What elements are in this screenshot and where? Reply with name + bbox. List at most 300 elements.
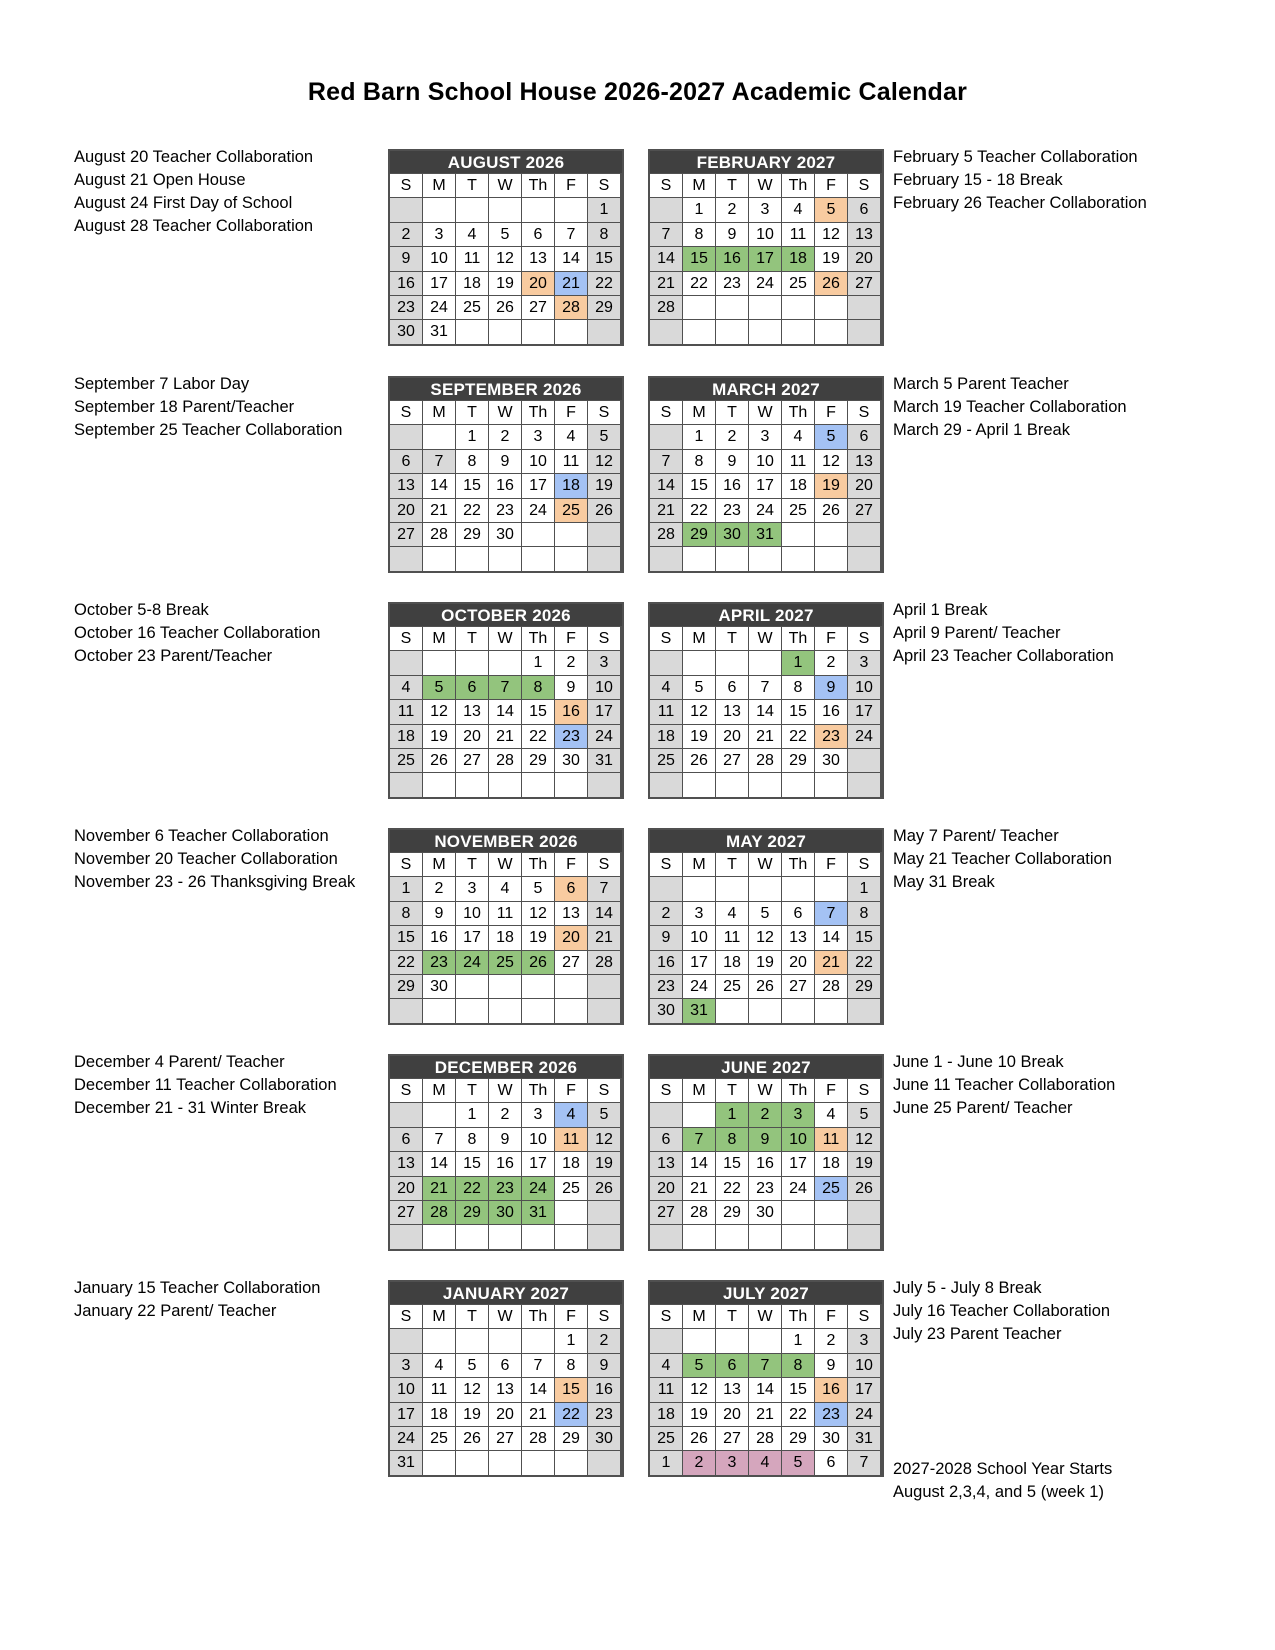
weekday-header: T bbox=[716, 627, 748, 650]
day-cell: 5 bbox=[782, 1451, 814, 1474]
day-cell: 17 bbox=[848, 700, 880, 723]
empty-day-cell bbox=[782, 1201, 814, 1224]
day-cell: 6 bbox=[456, 676, 488, 699]
day-cell: 30 bbox=[390, 320, 422, 343]
day-cell: 8 bbox=[456, 450, 488, 473]
day-cell: 11 bbox=[423, 1378, 455, 1401]
day-cell: 5 bbox=[588, 425, 620, 448]
day-cell: 26 bbox=[683, 1427, 715, 1450]
weekday-header: Th bbox=[522, 627, 554, 650]
day-cell: 31 bbox=[848, 1427, 880, 1450]
day-cell: 22 bbox=[588, 272, 620, 295]
day-cell: 15 bbox=[456, 474, 488, 497]
day-cell: 1 bbox=[555, 1329, 587, 1352]
day-cell: 14 bbox=[555, 247, 587, 270]
empty-day-cell bbox=[749, 320, 781, 343]
empty-day-cell bbox=[555, 523, 587, 546]
day-cell: 24 bbox=[456, 951, 488, 974]
day-cell: 5 bbox=[489, 223, 521, 246]
note-line: June 1 - June 10 Break bbox=[893, 1053, 1064, 1071]
day-cell: 15 bbox=[782, 1378, 814, 1401]
day-cell: 15 bbox=[683, 247, 715, 270]
weekday-header: M bbox=[423, 1305, 455, 1328]
day-cell: 24 bbox=[522, 1177, 554, 1200]
day-cell: 10 bbox=[782, 1128, 814, 1151]
day-cell: 15 bbox=[782, 700, 814, 723]
day-cell: 4 bbox=[456, 223, 488, 246]
weekday-header: M bbox=[423, 174, 455, 197]
day-cell: 22 bbox=[390, 951, 422, 974]
day-cell: 18 bbox=[782, 474, 814, 497]
calendar-december-2026 bbox=[388, 1054, 624, 1251]
day-cell: 23 bbox=[489, 499, 521, 522]
empty-day-cell bbox=[489, 651, 521, 674]
empty-day-cell bbox=[555, 1225, 587, 1248]
day-cell: 27 bbox=[848, 272, 880, 295]
day-cell: 12 bbox=[423, 700, 455, 723]
note-line: August 2,3,4, and 5 (week 1) bbox=[893, 1483, 1104, 1501]
weekday-header: M bbox=[683, 627, 715, 650]
day-cell: 3 bbox=[749, 425, 781, 448]
weekday-header: W bbox=[489, 401, 521, 424]
day-cell: 15 bbox=[588, 247, 620, 270]
calendar-november-2026 bbox=[388, 828, 624, 1025]
day-cell: 16 bbox=[555, 700, 587, 723]
month-title: NOVEMBER 2026 bbox=[390, 830, 622, 852]
empty-day-cell bbox=[522, 198, 554, 221]
empty-day-cell bbox=[588, 320, 620, 343]
day-cell: 20 bbox=[848, 247, 880, 270]
day-cell: 22 bbox=[683, 499, 715, 522]
empty-day-cell bbox=[650, 1329, 682, 1352]
day-cell: 26 bbox=[749, 975, 781, 998]
day-cell: 23 bbox=[716, 272, 748, 295]
day-cell: 23 bbox=[390, 296, 422, 319]
day-cell: 2 bbox=[555, 651, 587, 674]
day-cell: 17 bbox=[848, 1378, 880, 1401]
day-cell: 23 bbox=[489, 1177, 521, 1200]
empty-day-cell bbox=[489, 1225, 521, 1248]
day-cell: 31 bbox=[588, 749, 620, 772]
day-cell: 9 bbox=[650, 926, 682, 949]
day-cell: 16 bbox=[815, 1378, 847, 1401]
empty-day-cell bbox=[815, 877, 847, 900]
weekday-header: M bbox=[423, 1079, 455, 1102]
empty-day-cell bbox=[522, 773, 554, 796]
weekday-header: F bbox=[815, 853, 847, 876]
day-cell: 23 bbox=[716, 499, 748, 522]
empty-day-cell bbox=[716, 296, 748, 319]
day-cell: 3 bbox=[749, 198, 781, 221]
note-line: November 6 Teacher Collaboration bbox=[74, 827, 329, 845]
day-cell: 6 bbox=[716, 676, 748, 699]
weekday-header: Th bbox=[522, 174, 554, 197]
day-cell: 11 bbox=[456, 247, 488, 270]
day-cell: 20 bbox=[489, 1403, 521, 1426]
weekday-header: S bbox=[650, 1079, 682, 1102]
weekday-header: W bbox=[749, 1305, 781, 1328]
empty-day-cell bbox=[390, 1329, 422, 1352]
month-grid bbox=[390, 626, 622, 797]
day-cell: 21 bbox=[650, 499, 682, 522]
day-cell: 18 bbox=[650, 1403, 682, 1426]
day-cell: 2 bbox=[489, 425, 521, 448]
empty-day-cell bbox=[456, 547, 488, 570]
day-cell: 26 bbox=[815, 272, 847, 295]
day-cell: 19 bbox=[749, 951, 781, 974]
day-cell: 14 bbox=[749, 700, 781, 723]
empty-day-cell bbox=[683, 877, 715, 900]
empty-day-cell bbox=[423, 1329, 455, 1352]
weekday-header: M bbox=[683, 401, 715, 424]
weekday-header: Th bbox=[782, 1305, 814, 1328]
month-title: APRIL 2027 bbox=[650, 604, 882, 626]
day-cell: 8 bbox=[588, 223, 620, 246]
day-cell: 30 bbox=[815, 749, 847, 772]
day-cell: 3 bbox=[848, 1329, 880, 1352]
weekday-header: F bbox=[555, 627, 587, 650]
empty-day-cell bbox=[683, 1103, 715, 1126]
weekday-header: T bbox=[456, 627, 488, 650]
empty-day-cell bbox=[782, 999, 814, 1022]
day-cell: 29 bbox=[716, 1201, 748, 1224]
day-cell: 21 bbox=[588, 926, 620, 949]
empty-day-cell bbox=[848, 1201, 880, 1224]
day-cell: 2 bbox=[716, 425, 748, 448]
day-cell: 5 bbox=[683, 676, 715, 699]
day-cell: 2 bbox=[390, 223, 422, 246]
day-cell: 6 bbox=[650, 1128, 682, 1151]
day-cell: 7 bbox=[848, 1451, 880, 1474]
calendar-april-2027 bbox=[648, 602, 884, 799]
day-cell: 7 bbox=[683, 1128, 715, 1151]
day-cell: 11 bbox=[782, 450, 814, 473]
day-cell: 15 bbox=[683, 474, 715, 497]
empty-day-cell bbox=[423, 1451, 455, 1474]
empty-day-cell bbox=[782, 320, 814, 343]
empty-day-cell bbox=[650, 1103, 682, 1126]
note-line: April 9 Parent/ Teacher bbox=[893, 624, 1061, 642]
empty-day-cell bbox=[522, 1225, 554, 1248]
day-cell: 14 bbox=[815, 926, 847, 949]
day-cell: 21 bbox=[815, 951, 847, 974]
day-cell: 27 bbox=[782, 975, 814, 998]
calendar-february-2027 bbox=[648, 149, 884, 346]
empty-day-cell bbox=[588, 547, 620, 570]
day-cell: 10 bbox=[683, 926, 715, 949]
empty-day-cell bbox=[489, 320, 521, 343]
day-cell: 11 bbox=[650, 1378, 682, 1401]
note-line: July 5 - July 8 Break bbox=[893, 1279, 1042, 1297]
empty-day-cell bbox=[489, 1329, 521, 1352]
day-cell: 29 bbox=[390, 975, 422, 998]
day-cell: 5 bbox=[749, 902, 781, 925]
day-cell: 16 bbox=[588, 1378, 620, 1401]
calendar-january-2027 bbox=[388, 1280, 624, 1477]
empty-day-cell bbox=[522, 320, 554, 343]
empty-day-cell bbox=[555, 1201, 587, 1224]
day-cell: 25 bbox=[423, 1427, 455, 1450]
month-grid bbox=[650, 400, 882, 571]
day-cell: 11 bbox=[555, 450, 587, 473]
day-cell: 16 bbox=[650, 951, 682, 974]
empty-day-cell bbox=[815, 1201, 847, 1224]
empty-day-cell bbox=[782, 296, 814, 319]
empty-day-cell bbox=[588, 773, 620, 796]
empty-day-cell bbox=[749, 999, 781, 1022]
day-cell: 18 bbox=[650, 725, 682, 748]
weekday-header: T bbox=[716, 1079, 748, 1102]
day-cell: 30 bbox=[489, 1201, 521, 1224]
day-cell: 17 bbox=[749, 474, 781, 497]
day-cell: 24 bbox=[522, 499, 554, 522]
empty-day-cell bbox=[815, 773, 847, 796]
empty-day-cell bbox=[716, 547, 748, 570]
day-cell: 31 bbox=[749, 523, 781, 546]
day-cell: 6 bbox=[390, 1128, 422, 1151]
notes-february bbox=[893, 146, 1147, 215]
day-cell: 10 bbox=[848, 1354, 880, 1377]
day-cell: 12 bbox=[749, 926, 781, 949]
empty-day-cell bbox=[848, 320, 880, 343]
day-cell: 13 bbox=[848, 223, 880, 246]
empty-day-cell bbox=[716, 1329, 748, 1352]
day-cell: 25 bbox=[815, 1177, 847, 1200]
month-title: JANUARY 2027 bbox=[390, 1282, 622, 1304]
empty-day-cell bbox=[390, 1103, 422, 1126]
day-cell: 4 bbox=[390, 676, 422, 699]
day-cell: 24 bbox=[848, 1403, 880, 1426]
day-cell: 17 bbox=[683, 951, 715, 974]
day-cell: 20 bbox=[390, 499, 422, 522]
notes-march bbox=[893, 373, 1127, 442]
day-cell: 14 bbox=[423, 1152, 455, 1175]
day-cell: 14 bbox=[489, 700, 521, 723]
empty-day-cell bbox=[650, 198, 682, 221]
day-cell: 22 bbox=[716, 1177, 748, 1200]
day-cell: 14 bbox=[522, 1378, 554, 1401]
day-cell: 2 bbox=[588, 1329, 620, 1352]
day-cell: 26 bbox=[423, 749, 455, 772]
empty-day-cell bbox=[782, 547, 814, 570]
empty-day-cell bbox=[749, 1329, 781, 1352]
weekday-header: S bbox=[848, 627, 880, 650]
weekday-header: M bbox=[683, 853, 715, 876]
day-cell: 9 bbox=[749, 1128, 781, 1151]
day-cell: 11 bbox=[650, 700, 682, 723]
day-cell: 4 bbox=[555, 1103, 587, 1126]
day-cell: 31 bbox=[423, 320, 455, 343]
day-cell: 20 bbox=[390, 1177, 422, 1200]
month-title: SEPTEMBER 2026 bbox=[390, 378, 622, 400]
weekday-header: S bbox=[848, 401, 880, 424]
empty-day-cell bbox=[456, 1451, 488, 1474]
empty-day-cell bbox=[390, 547, 422, 570]
day-cell: 18 bbox=[456, 272, 488, 295]
day-cell: 30 bbox=[716, 523, 748, 546]
day-cell: 3 bbox=[716, 1451, 748, 1474]
day-cell: 7 bbox=[555, 223, 587, 246]
day-cell: 26 bbox=[848, 1177, 880, 1200]
day-cell: 7 bbox=[650, 450, 682, 473]
weekday-header: F bbox=[815, 1079, 847, 1102]
day-cell: 28 bbox=[650, 523, 682, 546]
empty-day-cell bbox=[848, 999, 880, 1022]
day-cell: 25 bbox=[390, 749, 422, 772]
empty-day-cell bbox=[588, 1201, 620, 1224]
empty-day-cell bbox=[782, 877, 814, 900]
weekday-header: S bbox=[848, 853, 880, 876]
notes-july bbox=[893, 1277, 1110, 1346]
day-cell: 12 bbox=[683, 1378, 715, 1401]
empty-day-cell bbox=[815, 1225, 847, 1248]
empty-day-cell bbox=[749, 877, 781, 900]
empty-day-cell bbox=[650, 877, 682, 900]
day-cell: 1 bbox=[588, 198, 620, 221]
day-cell: 7 bbox=[423, 450, 455, 473]
note-line: December 4 Parent/ Teacher bbox=[74, 1053, 285, 1071]
empty-day-cell bbox=[848, 547, 880, 570]
day-cell: 25 bbox=[555, 499, 587, 522]
weekday-header: T bbox=[716, 174, 748, 197]
weekday-header: F bbox=[815, 401, 847, 424]
day-cell: 26 bbox=[489, 296, 521, 319]
note-line: May 31 Break bbox=[893, 873, 995, 891]
day-cell: 21 bbox=[555, 272, 587, 295]
day-cell: 19 bbox=[815, 247, 847, 270]
day-cell: 20 bbox=[716, 1403, 748, 1426]
empty-day-cell bbox=[683, 1225, 715, 1248]
day-cell: 1 bbox=[390, 877, 422, 900]
month-grid bbox=[650, 626, 882, 797]
empty-day-cell bbox=[456, 651, 488, 674]
day-cell: 6 bbox=[555, 877, 587, 900]
weekday-header: S bbox=[390, 1305, 422, 1328]
day-cell: 30 bbox=[489, 523, 521, 546]
weekday-header: M bbox=[423, 401, 455, 424]
day-cell: 18 bbox=[423, 1403, 455, 1426]
day-cell: 19 bbox=[423, 725, 455, 748]
day-cell: 1 bbox=[456, 1103, 488, 1126]
notes-august bbox=[74, 146, 313, 238]
empty-day-cell bbox=[848, 296, 880, 319]
weekday-header: Th bbox=[522, 1305, 554, 1328]
day-cell: 14 bbox=[650, 474, 682, 497]
empty-day-cell bbox=[423, 547, 455, 570]
note-line: October 16 Teacher Collaboration bbox=[74, 624, 321, 642]
day-cell: 4 bbox=[555, 425, 587, 448]
day-cell: 11 bbox=[815, 1128, 847, 1151]
empty-day-cell bbox=[683, 320, 715, 343]
day-cell: 28 bbox=[423, 523, 455, 546]
day-cell: 24 bbox=[390, 1427, 422, 1450]
calendar-july-2027 bbox=[648, 1280, 884, 1477]
day-cell: 20 bbox=[848, 474, 880, 497]
month-grid bbox=[390, 852, 622, 1023]
day-cell: 16 bbox=[423, 926, 455, 949]
weekday-header: M bbox=[423, 853, 455, 876]
day-cell: 25 bbox=[456, 296, 488, 319]
day-cell: 21 bbox=[423, 1177, 455, 1200]
empty-day-cell bbox=[716, 773, 748, 796]
day-cell: 11 bbox=[489, 902, 521, 925]
day-cell: 25 bbox=[555, 1177, 587, 1200]
empty-day-cell bbox=[650, 320, 682, 343]
empty-day-cell bbox=[489, 198, 521, 221]
day-cell: 10 bbox=[749, 450, 781, 473]
day-cell: 24 bbox=[683, 975, 715, 998]
empty-day-cell bbox=[423, 773, 455, 796]
day-cell: 17 bbox=[749, 247, 781, 270]
day-cell: 19 bbox=[522, 926, 554, 949]
day-cell: 16 bbox=[489, 474, 521, 497]
month-title: MAY 2027 bbox=[650, 830, 882, 852]
weekday-header: W bbox=[749, 853, 781, 876]
weekday-header: S bbox=[390, 174, 422, 197]
day-cell: 13 bbox=[848, 450, 880, 473]
empty-day-cell bbox=[848, 523, 880, 546]
empty-day-cell bbox=[815, 523, 847, 546]
day-cell: 3 bbox=[423, 223, 455, 246]
day-cell: 5 bbox=[423, 676, 455, 699]
note-line: August 28 Teacher Collaboration bbox=[74, 217, 314, 235]
day-cell: 11 bbox=[555, 1128, 587, 1151]
month-title: JULY 2027 bbox=[650, 1282, 882, 1304]
day-cell: 9 bbox=[390, 247, 422, 270]
day-cell: 17 bbox=[522, 1152, 554, 1175]
day-cell: 4 bbox=[650, 676, 682, 699]
day-cell: 17 bbox=[522, 474, 554, 497]
weekday-header: T bbox=[716, 1305, 748, 1328]
empty-day-cell bbox=[588, 523, 620, 546]
empty-day-cell bbox=[390, 773, 422, 796]
day-cell: 13 bbox=[390, 474, 422, 497]
day-cell: 29 bbox=[555, 1427, 587, 1450]
day-cell: 22 bbox=[848, 951, 880, 974]
day-cell: 2 bbox=[650, 902, 682, 925]
day-cell: 23 bbox=[423, 951, 455, 974]
calendar-october-2026 bbox=[388, 602, 624, 799]
day-cell: 3 bbox=[522, 425, 554, 448]
notes-may bbox=[893, 825, 1112, 894]
day-cell: 15 bbox=[390, 926, 422, 949]
weekday-header: Th bbox=[782, 401, 814, 424]
day-cell: 11 bbox=[782, 223, 814, 246]
empty-day-cell bbox=[555, 999, 587, 1022]
day-cell: 4 bbox=[489, 877, 521, 900]
day-cell: 30 bbox=[749, 1201, 781, 1224]
day-cell: 12 bbox=[456, 1378, 488, 1401]
day-cell: 4 bbox=[749, 1451, 781, 1474]
notes-april bbox=[893, 599, 1114, 668]
day-cell: 7 bbox=[749, 1354, 781, 1377]
weekday-header: Th bbox=[782, 1079, 814, 1102]
day-cell: 15 bbox=[555, 1378, 587, 1401]
day-cell: 13 bbox=[555, 902, 587, 925]
weekday-header: S bbox=[390, 627, 422, 650]
note-line: May 7 Parent/ Teacher bbox=[893, 827, 1059, 845]
empty-day-cell bbox=[588, 1451, 620, 1474]
note-line: February 15 - 18 Break bbox=[893, 171, 1063, 189]
weekday-header: W bbox=[749, 627, 781, 650]
day-cell: 21 bbox=[522, 1403, 554, 1426]
empty-day-cell bbox=[848, 749, 880, 772]
month-grid bbox=[390, 1304, 622, 1475]
empty-day-cell bbox=[423, 1225, 455, 1248]
day-cell: 6 bbox=[782, 902, 814, 925]
day-cell: 10 bbox=[848, 676, 880, 699]
empty-day-cell bbox=[423, 198, 455, 221]
